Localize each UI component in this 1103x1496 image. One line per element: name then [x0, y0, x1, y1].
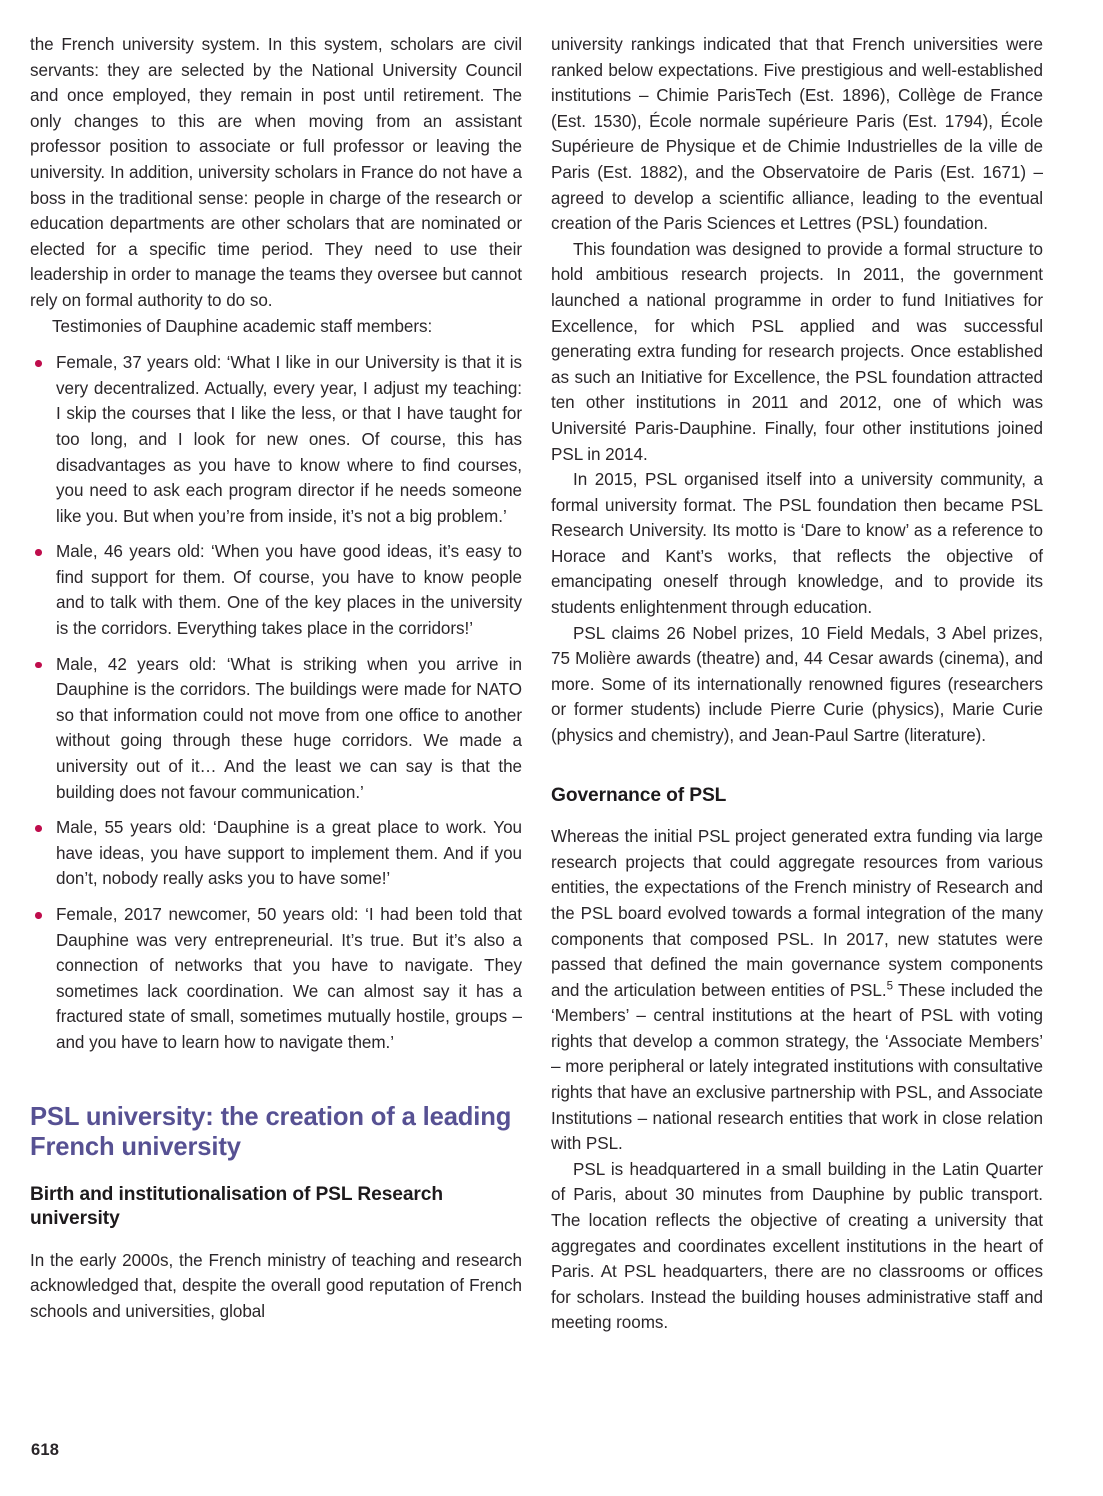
paragraph-2015: In 2015, PSL organised itself into a university community, a formal university format. The PSL foundation then became PSL Research University. Its motto is ‘Dare to know’ as a reference to Horace and Kant’s works, that reflects the objective of emancipating oneself through knowledge, and to provide its students enlightenment through education. [551, 470, 1043, 618]
testimony-text: Male, 55 years old: ‘Dauphine is a great place to work. You have ideas, you have support to implement them. And if you don’t, nobody really asks you to have some!’ [56, 818, 522, 889]
bullet-icon [35, 825, 42, 832]
bullet-icon [35, 662, 42, 669]
bullet-icon [35, 549, 42, 556]
list-item [30, 652, 522, 806]
governance-text-part-2: These included the ‘Members’ – central institutions at the heart of PSL with voting rights that develop a common strategy, the ‘Associate Members’ – more peripheral or lately integrated institutions with consultative rights that have an exclusive partnership with PSL, and Associate Institutions – national research entities that work in close relation with PSL. [551, 980, 1044, 1154]
paragraph-continued-right: university rankings indicated that that French universities were ranked below expectations. Five prestigious and well-established institutions – Chimie ParisTech (Est. 1896), Collège de France (Est. 1530), École normale supérieure Paris (Est. 1794), École Supérieure de Physique et de Chimie Industrielles de la ville de Paris (Est. 1882), and the Observatoire de Paris (Est. 1671) – agreed to develop a scientific alliance, leading to the eventual creation of the Paris Sciences et Lettres (PSL) foundation. [551, 35, 1043, 234]
testimonies-intro-paragraph: Testimonies of Dauphine academic staff members: [52, 316, 433, 336]
right-column [551, 32, 1043, 1412]
paragraph-headquarters: PSL is headquartered in a small building in the Latin Quarter of Paris, about 30 minutes from Dauphine by public transport. The location reflects the objective of creating a university that aggregates and coordinates excellent institutions in the heart of Paris. At PSL headquarters, there are no classrooms or offices for scholars. Instead the building houses administrative staff and meeting rooms. [551, 1159, 1043, 1333]
testimony-text: Female, 37 years old: ‘What I like in our University is that it is very decentralized. Actually, every year, I adjust my teaching: I skip the courses that I like the less, or that I have taught for too long, and I look for new ones. Of course, this has disadvantages as you have to know where to find courses, you need to ask each program director if he needs someone like you. But when you’re from inside, it’s not a big problem.’ [56, 353, 522, 526]
two-column-body [30, 32, 1043, 1412]
paragraph-governance [551, 824, 1043, 1157]
paragraph-continued-left: the French university system. In this system, scholars are civil servants: they are selected by the National University Council and once employed, they remain in post until retirement. The only changes to this are when moving from an assistant professor position to associate or full professor or leaving the university. In addition, university scholars in France do not have a boss in the traditional sense: people in charge of the research or education departments are other scholars that are nominated or elected for a specific time period. They need to use their leadership in order to manage the teams they oversee but cannot rely on formal authority to do so. [30, 35, 522, 310]
left-column [30, 32, 522, 1412]
testimony-text: Male, 42 years old: ‘What is striking when you arrive in Dauphine is the corridors. The buildings were made for NATO so that information could not move from one office to another without going through these huge corridors. We made a university out of it… And the least we can say is that the building does not favour communication.’ [56, 654, 522, 802]
footnote-reference[interactable]: 5 [886, 980, 893, 992]
bullet-icon [35, 360, 42, 367]
page-number: 618 [31, 1441, 60, 1459]
paragraph-foundation: This foundation was designed to provide a formal structure to hold ambitious research projects. In 2011, the government launched a national programme in order to fund Initiatives for Excellence, for which PSL applied and was successful generating extra funding for research projects. Once established as such an Initiative for Excellence, the PSL foundation attracted ten other institutions in 2011 and 2012, one of which was Université Paris-Dauphine. Finally, four other institutions joined PSL in 2014. [551, 239, 1043, 464]
section-heading: PSL university: the creation of a leading French university [30, 1102, 512, 1162]
list-item [30, 539, 522, 641]
testimonies-list [30, 350, 522, 1055]
sub-heading-birth: Birth and institutionalisation of PSL Research university [30, 1183, 443, 1230]
bullet-icon [35, 912, 42, 919]
sub-heading-governance: Governance of PSL [551, 784, 727, 806]
list-item [30, 902, 522, 1056]
paragraph-early-2000s: In the early 2000s, the French ministry of teaching and research acknowledged that, despite the overall good reputation of French schools and universities, global [30, 1250, 522, 1321]
governance-text-part-1: Whereas the initial PSL project generated extra funding via large research projects that could aggregate resources from various entities, the expectations of the French ministry of Research and the PSL board evolved towards a formal integration of the many components that composed PSL. In 2017, new statutes were passed that defined the main governance system components and the articulation between entities of PSL. [551, 827, 1043, 1000]
testimony-text: Male, 46 years old: ‘When you have good ideas, it’s easy to find support for them. Of course, you have to know people and to talk with them. One of the key places in the university is the corridors. Everything takes place in the corridors!’ [56, 542, 522, 639]
testimony-text: Female, 2017 newcomer, 50 years old: ‘I had been told that Dauphine was very entrepreneurial. It’s true. But it’s also a connection of networks that you have to navigate. They sometimes lack coordination. We can almost say it has a fractured state of small, sometimes mutually hostile, groups – and you have to learn how to navigate them.’ [56, 905, 522, 1052]
paragraph-claims: PSL claims 26 Nobel prizes, 10 Field Medals, 3 Abel prizes, 75 Molière awards (theatre) and, 44 Cesar awards (cinema), and more. Some of its internationally renowned figures (researchers or former students) include Pierre Curie (physics), Marie Curie (physics and chemistry), and Jean-Paul Sartre (literature). [551, 623, 1043, 746]
list-item [30, 350, 522, 529]
list-item [30, 815, 522, 892]
